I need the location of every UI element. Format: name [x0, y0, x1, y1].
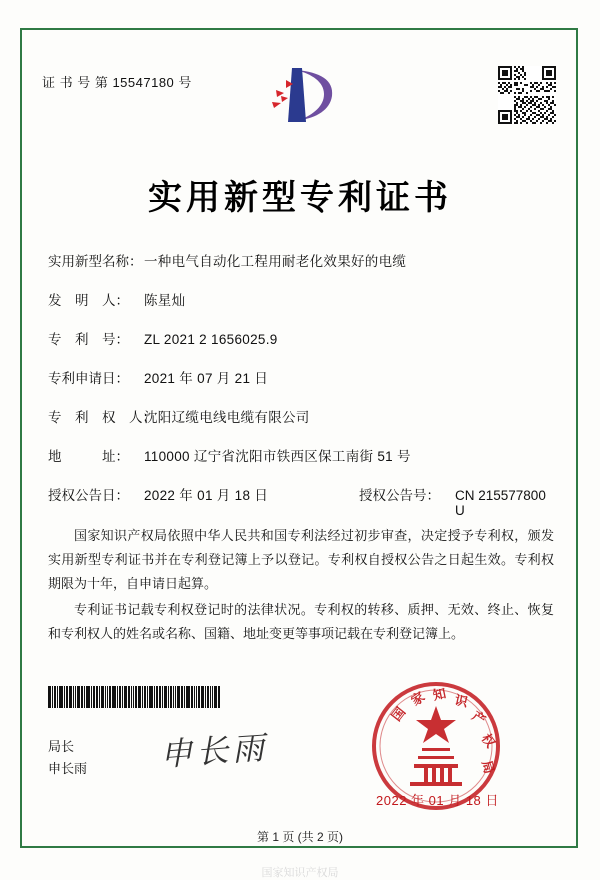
paragraph: 国家知识产权局依照中华人民共和国专利法经过初步审查，决定授予专利权，颁发实用新型专利证书并在专利登记簿上予以登记。专利权自授权公告之日起生效。专利权期限为十年，自申请日起算。 [48, 528, 554, 592]
field-row-dual [48, 484, 558, 518]
signature-role-label: 局长 [48, 739, 75, 754]
field-value: 110000 辽宁省沈阳市铁西区保工南街 51 号 [144, 449, 411, 464]
field-label: 授权公告日： [48, 488, 129, 503]
field-label: 专利申请日： [48, 371, 129, 386]
field-row [48, 367, 558, 387]
field-label: 地 址： [48, 449, 129, 464]
field-value: 一种电气自动化工程用耐老化效果好的电缆 [144, 254, 407, 269]
field-label: 专 利 号： [48, 332, 129, 347]
handwritten-signature: 申长雨 [158, 728, 270, 774]
fields-list [48, 250, 558, 537]
legal-text [48, 524, 554, 648]
svg-text:识: 识 [453, 693, 470, 711]
field-label: 专 利 权 人： [48, 410, 156, 425]
paragraph: 专利证书记载专利权登记时的法律状况。专利权的转移、质押、无效、终止、恢复和专利权人的姓名或名称、国籍、地址变更等事项记载在专利登记簿上。 [48, 602, 554, 642]
svg-text:权: 权 [477, 731, 498, 751]
field-value: 沈阳辽缆电线电缆有限公司 [144, 410, 310, 425]
field-label-secondary: 授权公告号： [359, 488, 440, 503]
field-row [48, 406, 558, 426]
svg-text:产: 产 [468, 708, 488, 729]
field-value: 2021 年 07 月 21 日 [144, 371, 269, 386]
qr-code [498, 66, 556, 124]
svg-text:知: 知 [431, 686, 448, 704]
field-label: 实用新型名称： [48, 254, 143, 269]
field-value: ZL 2021 2 1656025.9 [144, 332, 278, 347]
barcode [48, 686, 233, 708]
field-value: 陈星灿 [144, 293, 186, 308]
page-title: 实用新型专利证书 [148, 178, 452, 218]
field-row [48, 289, 558, 309]
field-value-secondary: CN 215577800 U [455, 488, 546, 518]
page-number: 第 1 页 (共 2 页) [256, 830, 343, 844]
svg-text:局: 局 [478, 758, 497, 776]
certificate-number: 证 书 号 第 15547180 号 [42, 75, 192, 90]
svg-text:家: 家 [408, 689, 429, 710]
field-row [48, 445, 558, 465]
field-value: 2022 年 01 月 18 日 [144, 488, 269, 503]
field-row [48, 328, 558, 348]
svg-text:国: 国 [389, 704, 410, 725]
field-row [48, 250, 558, 270]
seal-date: 2022 年 01 月 18 日 [376, 793, 499, 808]
field-label: 发 明 人： [48, 293, 129, 308]
signature-block [48, 736, 87, 780]
cnipa-logo-icon [262, 62, 342, 132]
signature-name-label: 申长雨 [48, 761, 88, 777]
footer-watermark: 国家知识产权局 [261, 867, 339, 879]
